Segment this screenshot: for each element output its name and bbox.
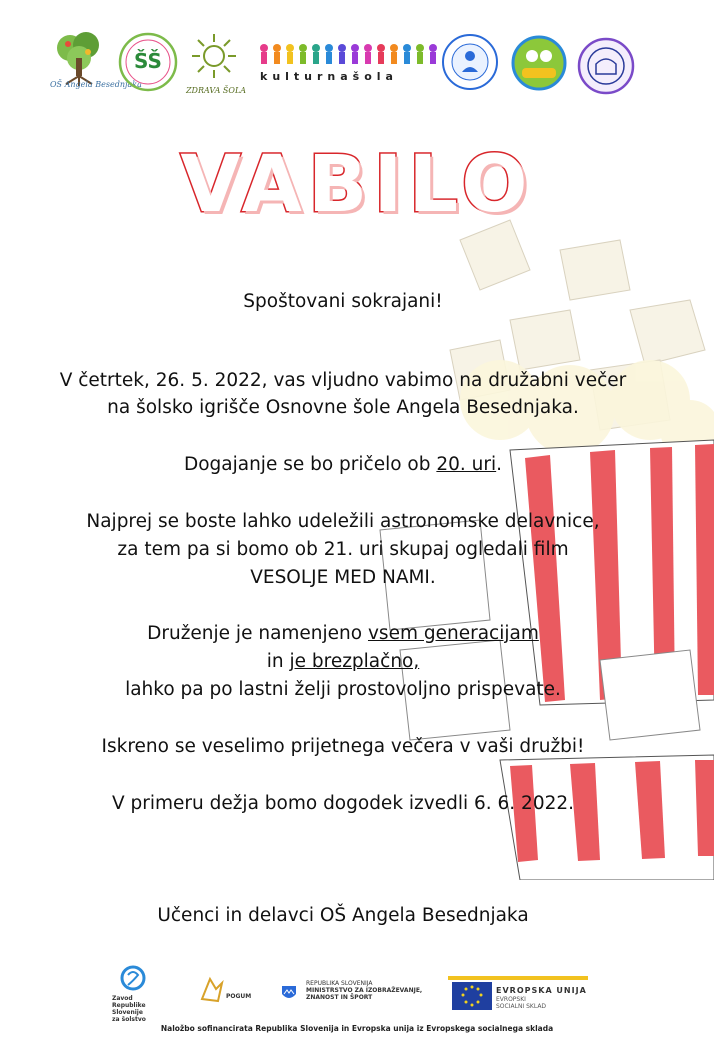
zavod-line4: za šolstvo (112, 1016, 146, 1023)
ministry-line2: MINISTRSTVO ZA IZOBRAŽEVANJE, (306, 987, 423, 994)
signature: Učenci in delavci OŠ Angela Besednjaka (157, 905, 529, 926)
eu-line1: EVROPSKA UNIJA (496, 986, 587, 995)
p1-line1: V četrtek, 26. 5. 2022, vas vljudno vabimo na družabni večer (59, 370, 627, 391)
e-school-logo (440, 32, 500, 92)
culture-school-logo (258, 42, 438, 83)
p4-pre: Druženje je namenjeno (147, 623, 368, 644)
p4-in: in (266, 651, 290, 672)
school-tree-logo (50, 30, 142, 94)
culture-school-caption: kulturnašola (260, 70, 398, 83)
eu-logo (448, 976, 588, 1016)
film-title: VESOLJE MED NAMI. (250, 567, 436, 588)
start-time-post: . (496, 454, 503, 475)
healthy-school-caption: ZDRAVA ŠOLA (186, 86, 247, 95)
rain-date: V primeru dežja bomo dogodek izvedli 6. 6. 2022. (111, 793, 575, 814)
ministry-line1: REPUBLIKA SLOVENIJA (306, 980, 373, 987)
p4-line3: lahko pa po lastni želji prostovoljno prispevate. (125, 679, 561, 700)
closing-line: Iskreno se veselimo prijetnega večera v vaši družbi! (101, 736, 585, 757)
funding-note: Naložbo sofinancirata Republika Slovenija in Evropska unija iz Evropskega socialnega sklada (160, 1024, 554, 1033)
start-time-paragraph (0, 451, 686, 478)
zavod-line1: Zavod (112, 995, 133, 1002)
all-generations: vsem generacijam (367, 623, 539, 644)
eu-line2: EVROPSKI (496, 996, 526, 1003)
zavod-line2: Republike (112, 1002, 146, 1009)
eu-line3: SOCIALNI SKLAD (496, 1003, 547, 1010)
eco-school-logo (510, 34, 568, 92)
free-entry: je brezplačno, (289, 651, 420, 672)
page-title: VABILO (180, 140, 534, 230)
start-time-pre: Dogajanje se bo pričelo ob (183, 454, 437, 475)
greeting: Spoštovani sokrajani! (243, 291, 443, 312)
pogum-logo (196, 975, 256, 1009)
p4-line2 (0, 648, 686, 675)
zavod-logo (112, 965, 172, 1023)
top-logos (48, 30, 648, 100)
p3-line2: za tem pa si bomo ob 21. uri skupaj ogledali film (117, 539, 569, 560)
zavod-line3: Slovenije (112, 1009, 143, 1016)
healthy-school-logo (186, 30, 247, 95)
pogum-label: POGUM (226, 993, 252, 1000)
school-network-logo (576, 36, 636, 96)
school-caption: OŠ Angela Besednjaka (50, 80, 142, 89)
p4-line1 (0, 620, 686, 647)
svg-text:ŠŠ: ŠŠ (134, 49, 162, 73)
ministry-line3: ZNANOST IN ŠPORT (306, 994, 373, 1001)
p3-line1: Najprej se boste lahko udeležili astronomske delavnice, (86, 511, 600, 532)
start-time: 20. uri (436, 454, 497, 475)
p1-line2: na šolsko igrišče Osnovne šole Angela Besednjaka. (107, 397, 579, 418)
circle-school-logo (116, 30, 180, 94)
